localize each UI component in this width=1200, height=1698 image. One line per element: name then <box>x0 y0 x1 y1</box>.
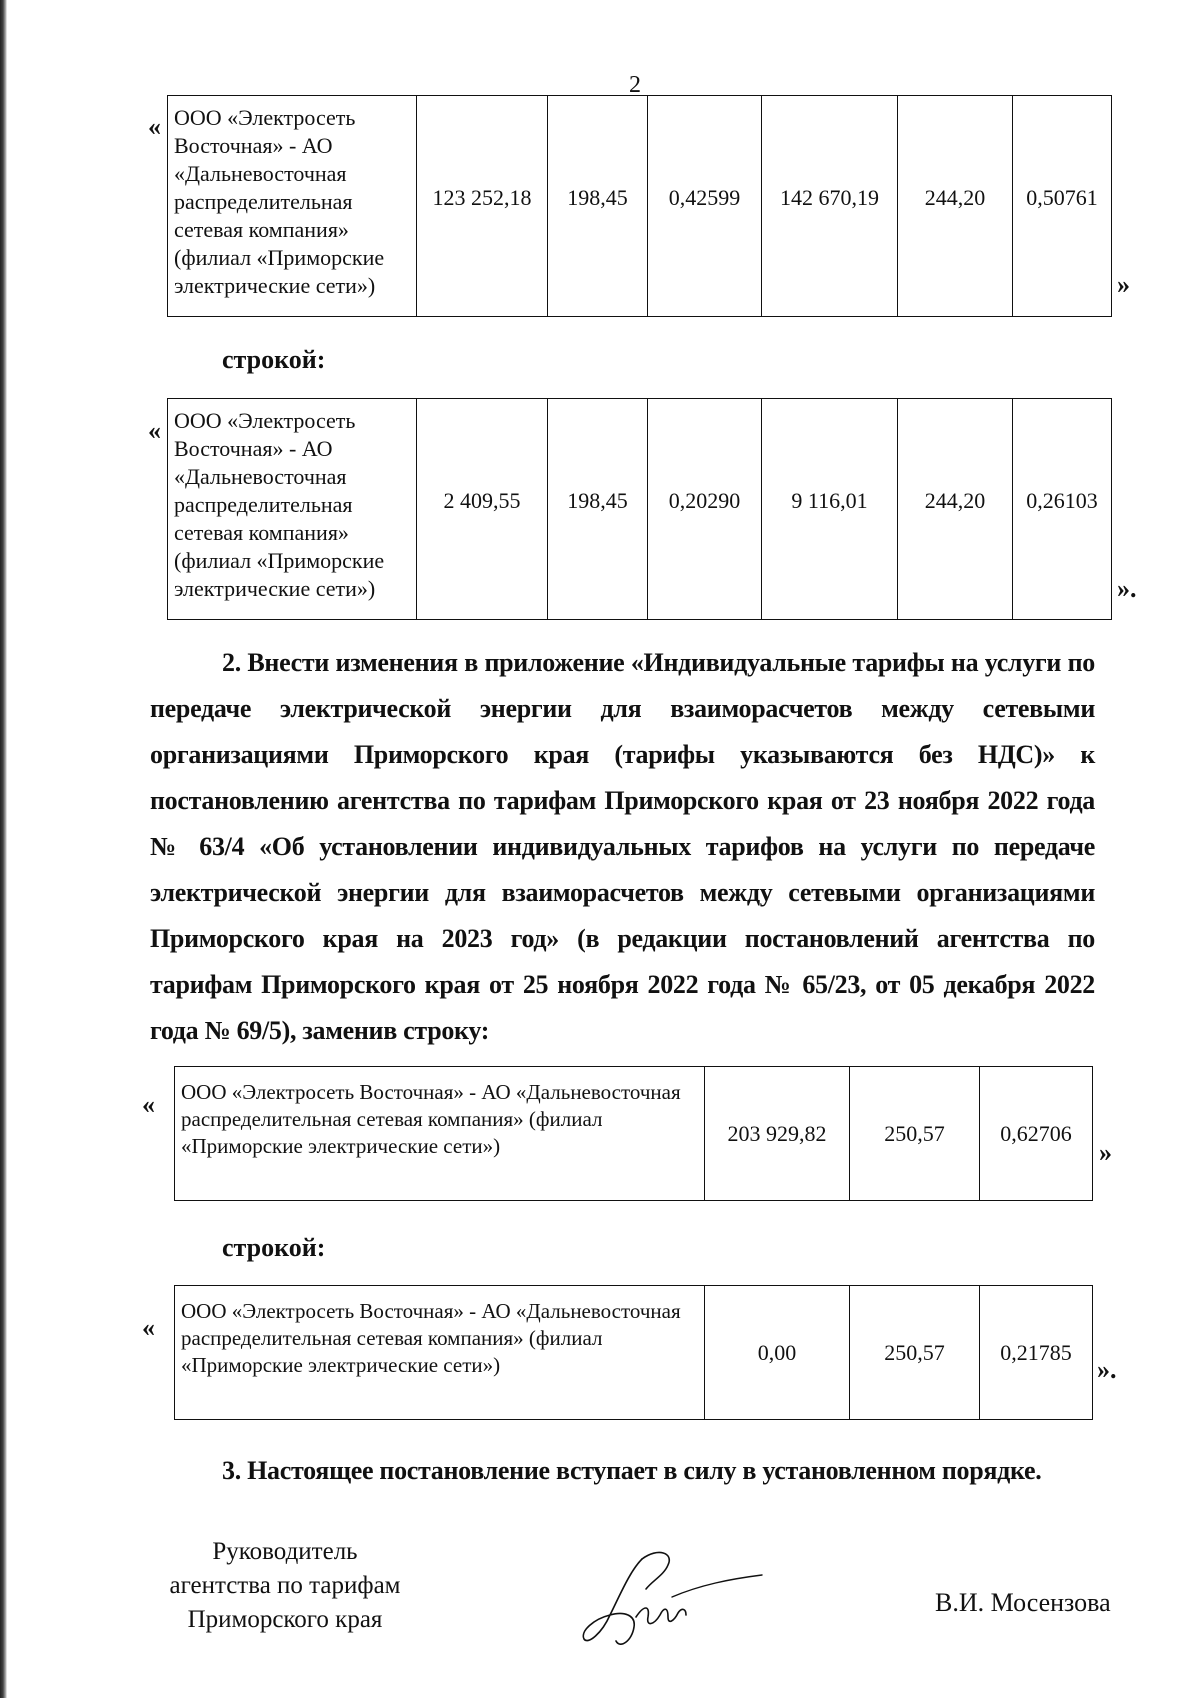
signatory-title <box>135 1535 435 1637</box>
handwritten-signature <box>580 1545 765 1655</box>
table2-value-6: 0,26103 <box>1013 399 1112 620</box>
paragraph-3 <box>150 1448 1095 1494</box>
paragraph-3-text: 3. Настоящее постановление вступает в силу в установленном порядке. <box>222 1456 1042 1485</box>
table1-org-cell: ООО «Электросеть Восточная» - АО «Дальневосточная распределительная сетевая компания» (филиал «Приморские электрические сети») <box>168 96 417 317</box>
table1-value-4: 142 670,19 <box>762 96 898 317</box>
table3 <box>174 1066 1093 1201</box>
table4-open-quote: « <box>142 1313 155 1342</box>
table4-org-cell: ООО «Электросеть Восточная» - АО «Дальневосточная распределительная сетевая компания» (филиал «Приморские электрические сети») <box>175 1286 705 1420</box>
signatory-title-line-3: Приморского края <box>187 1606 383 1633</box>
scan-edge <box>0 0 7 1698</box>
paragraph-2-text: 2. Внести изменения в приложение «Индивидуальные тарифы на услуги по передаче электрической энергии для взаиморасчетов между сетевыми организациями Приморского края (тарифы указываются без НДС)» к постановлению агентства по тарифам Приморского края от 23 ноября 2022 года № 63/4 «Об установлении индивидуальных тарифов на услуги по передаче электрической энергии для взаиморасчетов между сетевыми организациями Приморского края на 2023 год» (в редакции постановлений агентства по тарифам Приморского края от 25 ноября 2022 года № 65/23, от 05 декабря 2022 года № 69/5), заменив строку: <box>150 648 1095 1045</box>
table1-value-3: 0,42599 <box>648 96 762 317</box>
paragraph-2 <box>150 640 1095 1054</box>
table4-row <box>175 1286 1093 1420</box>
table1-row <box>168 96 1112 317</box>
table3-value-1: 203 929,82 <box>705 1067 850 1201</box>
table2-row <box>168 399 1112 620</box>
label-replace-with-2: строкой: <box>222 1233 326 1262</box>
table3-org-cell: ООО «Электросеть Восточная» - АО «Дальневосточная распределительная сетевая компания» (филиал «Приморские электрические сети») <box>175 1067 705 1201</box>
table1-value-5: 244,20 <box>898 96 1013 317</box>
table1 <box>167 95 1112 317</box>
table1-value-6: 0,50761 <box>1013 96 1112 317</box>
table4-close-quote: ». <box>1097 1355 1117 1384</box>
table2-value-1: 2 409,55 <box>417 399 548 620</box>
table4-value-2: 250,57 <box>850 1286 980 1420</box>
signatory-title-line-1: Руководитель <box>212 1538 358 1565</box>
table1-value-1: 123 252,18 <box>417 96 548 317</box>
signatory-title-line-2: агентства по тарифам <box>169 1572 401 1599</box>
table3-value-3: 0,62706 <box>980 1067 1093 1201</box>
table2-open-quote: « <box>148 416 161 445</box>
table2-close-quote: ». <box>1117 574 1137 603</box>
table2-org-cell: ООО «Электросеть Восточная» - АО «Дальневосточная распределительная сетевая компания» (филиал «Приморские электрические сети») <box>168 399 417 620</box>
table4-value-1: 0,00 <box>705 1286 850 1420</box>
table1-value-2: 198,45 <box>548 96 648 317</box>
page-number: 2 <box>629 72 641 98</box>
signatory-name: В.И. Мосензова <box>935 1588 1111 1617</box>
table1-close-quote: » <box>1117 270 1130 299</box>
table4-value-3: 0,21785 <box>980 1286 1093 1420</box>
label-replace-with-1: строкой: <box>222 345 326 374</box>
table2-value-3: 0,20290 <box>648 399 762 620</box>
table2-value-5: 244,20 <box>898 399 1013 620</box>
table3-close-quote: » <box>1099 1138 1112 1167</box>
table1-open-quote: « <box>148 112 161 141</box>
table4 <box>174 1285 1093 1420</box>
table3-row <box>175 1067 1093 1201</box>
table3-value-2: 250,57 <box>850 1067 980 1201</box>
table2 <box>167 398 1112 620</box>
table2-value-2: 198,45 <box>548 399 648 620</box>
table2-value-4: 9 116,01 <box>762 399 898 620</box>
table3-open-quote: « <box>142 1090 155 1119</box>
